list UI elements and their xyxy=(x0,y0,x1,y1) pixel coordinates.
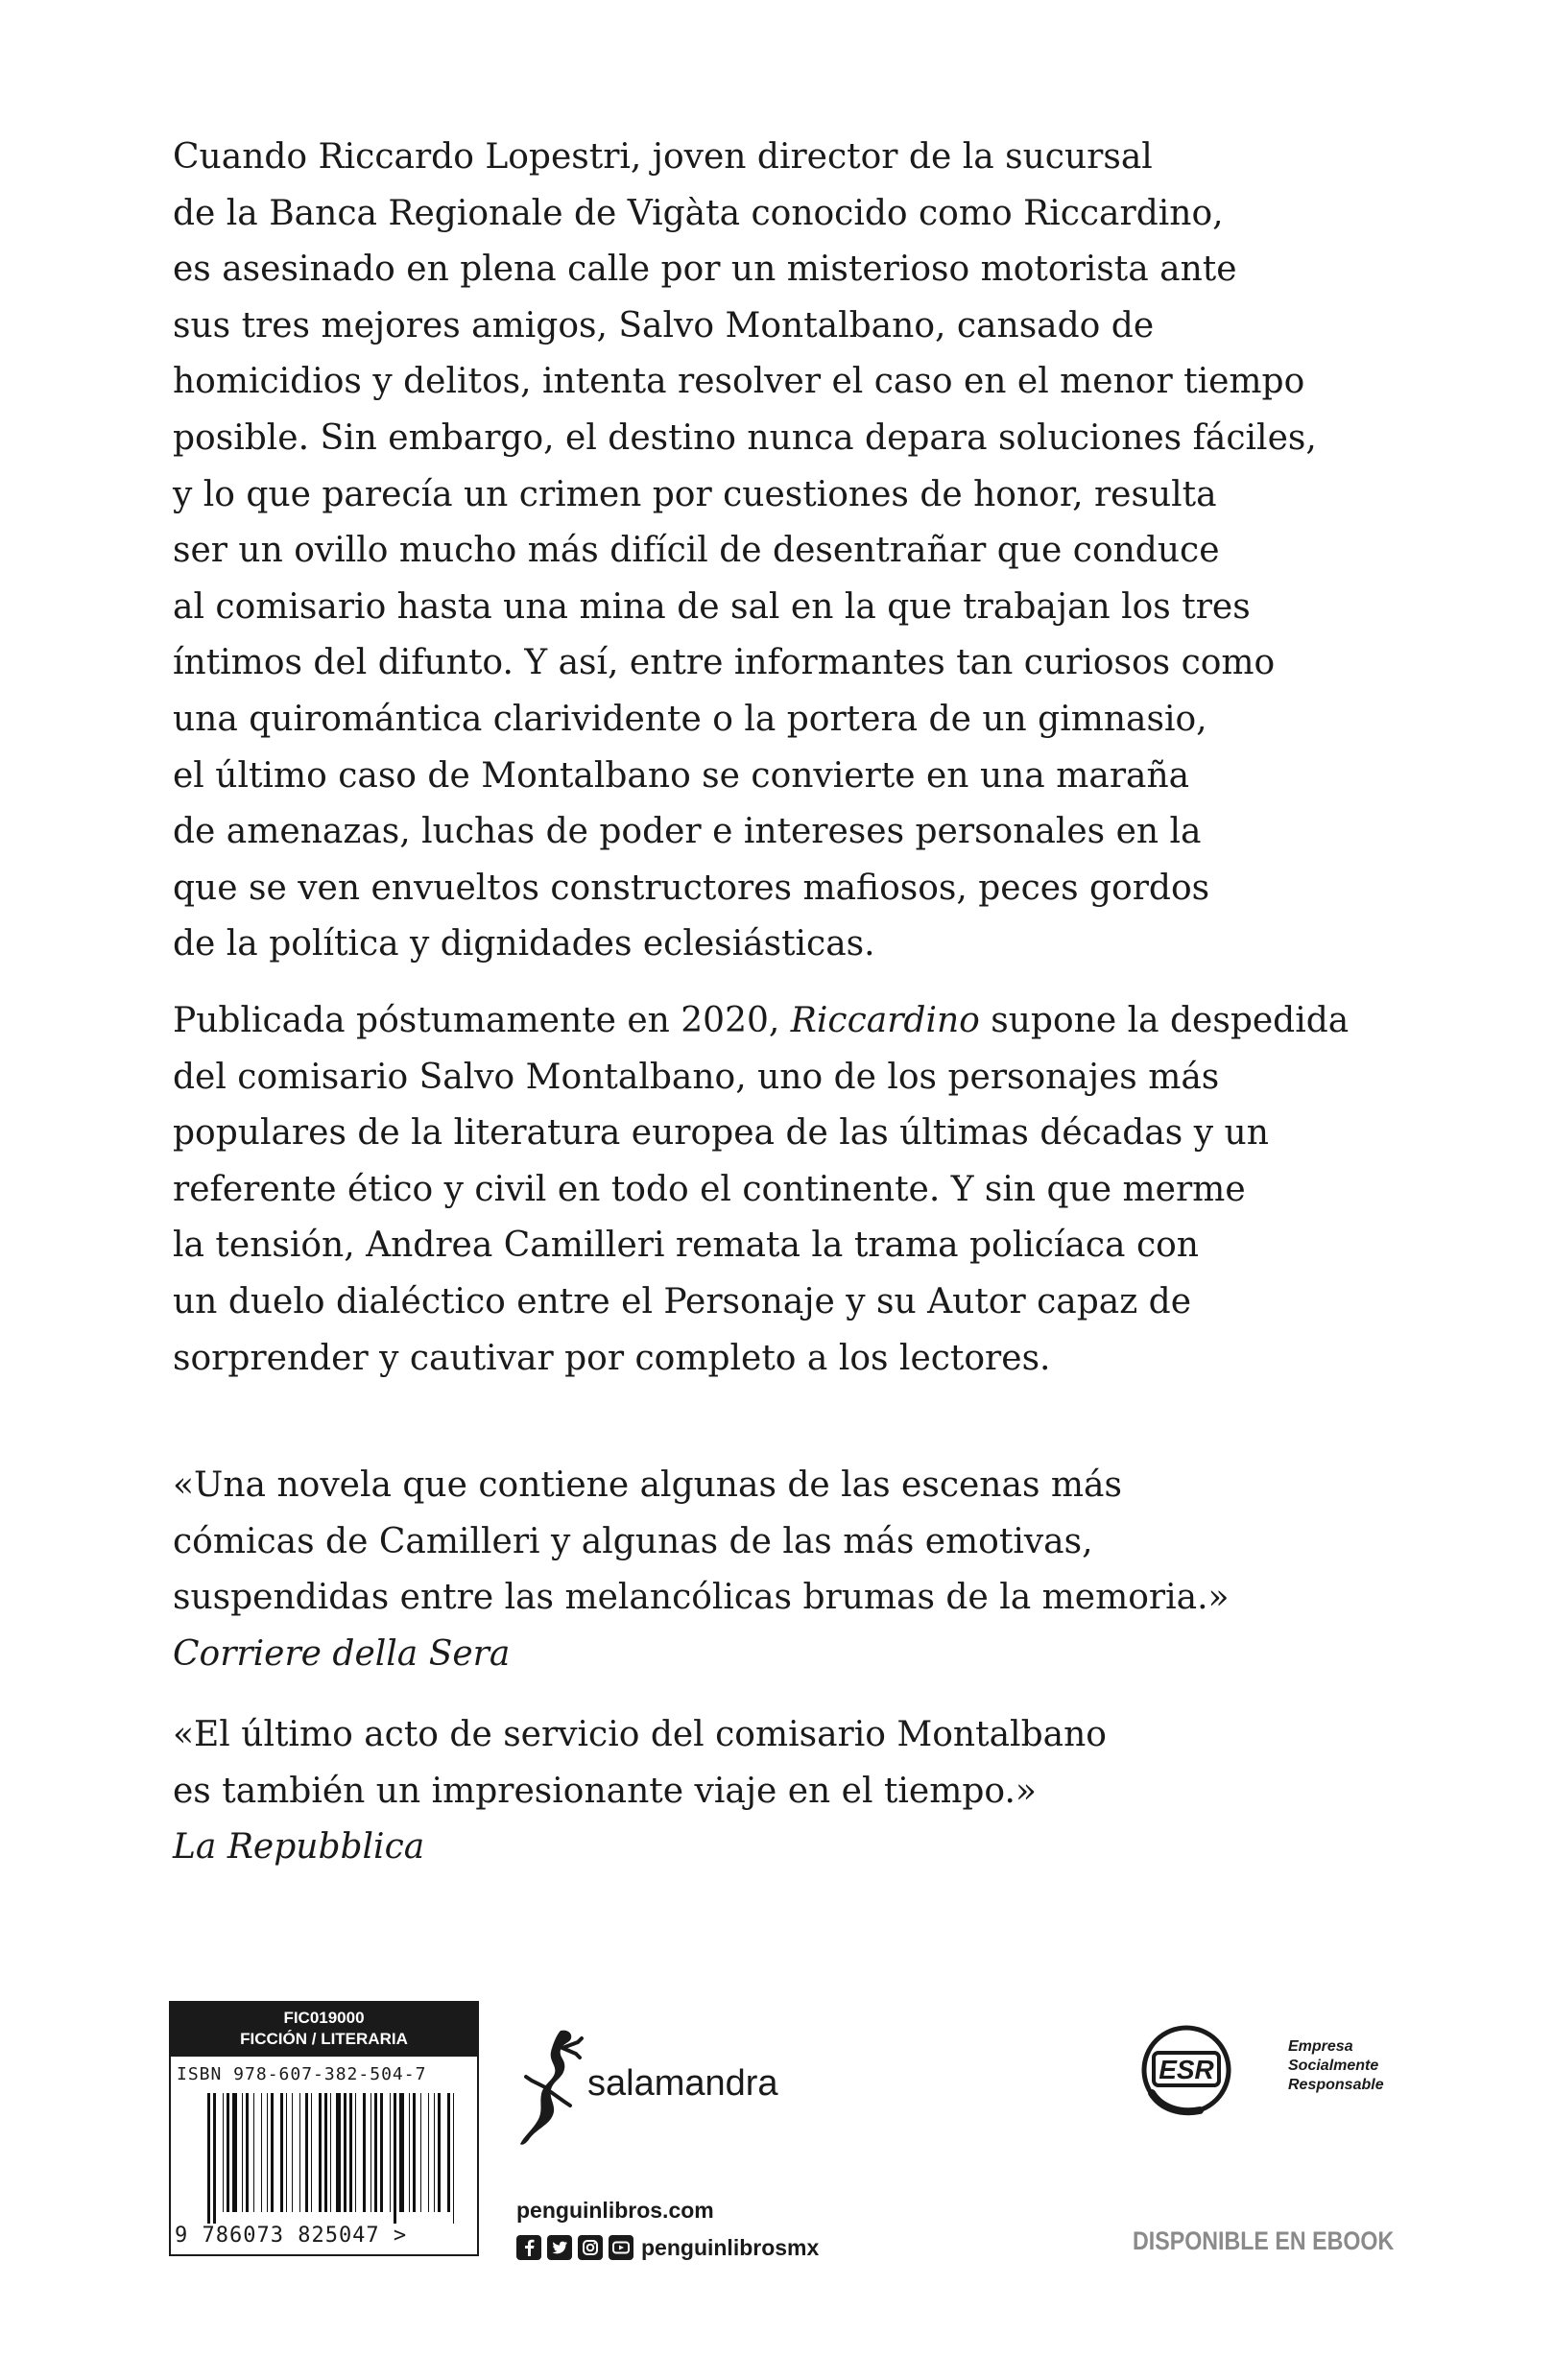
press-quote-2 xyxy=(173,1707,1421,1876)
barcode-bar xyxy=(344,2093,346,2212)
barcode-bar xyxy=(390,2093,391,2212)
text-line: es asesinado en plena calle por un misterioso motorista ante xyxy=(173,250,1237,290)
barcode-bar xyxy=(349,2093,352,2212)
barcode-bar xyxy=(453,2093,454,2224)
text-line: sus tres mejores amigos, Salvo Montalbano, cansado de xyxy=(173,305,1155,345)
text-line: referente ético y civil en todo el continente. Y sin que merme xyxy=(173,1169,1246,1209)
barcode-bar xyxy=(286,2093,287,2212)
barcode-bar xyxy=(246,2093,249,2212)
text-line: la tensión, Andrea Camilleri remata la trama policíaca con xyxy=(173,1226,1199,1266)
esr-line: Socialmente xyxy=(1288,2058,1379,2074)
press-quote-1 xyxy=(173,1458,1421,1682)
barcode-bar xyxy=(330,2093,331,2212)
text-line: de la Banca Regionale de Vigàta conocido como Riccardino, xyxy=(173,193,1224,233)
synopsis-paragraph-1 xyxy=(173,130,1421,973)
barcode-bar xyxy=(227,2093,229,2212)
barcode-bar xyxy=(271,2093,274,2212)
ean-digits: 9 786073 825047 > xyxy=(175,2224,408,2248)
esr-line: Responsable xyxy=(1288,2077,1384,2093)
book-title: Riccardino xyxy=(790,1001,980,1040)
barcode-bar xyxy=(232,2093,237,2212)
twitter-icon[interactable] xyxy=(547,2235,572,2260)
barcode-bar xyxy=(213,2093,216,2224)
barcode-bar xyxy=(242,2093,243,2212)
text-line: el último caso de Montalbano se convierte en una maraña xyxy=(173,755,1190,796)
barcode-bar xyxy=(447,2093,450,2212)
social-links xyxy=(516,2233,819,2262)
quote-line: cómicas de Camilleri y algunas de las más emotivas, xyxy=(173,1521,1093,1561)
barcode-bar xyxy=(267,2093,268,2212)
esr-text xyxy=(1288,2037,1384,2095)
synopsis-paragraph-2 xyxy=(173,993,1421,1387)
barcode-bar xyxy=(253,2093,254,2212)
quote-source: La Repubblica xyxy=(173,1827,425,1868)
barcode-bar xyxy=(207,2093,210,2224)
quote-line: «El último acto de servicio del comisario Montalbano xyxy=(173,1715,1107,1754)
barcode-bar xyxy=(292,2093,293,2212)
barcode-bar xyxy=(311,2093,312,2212)
bisac-code: FIC019000 xyxy=(283,2009,365,2027)
text-line: posible. Sin embargo, el destino nunca depara soluciones fáciles, xyxy=(173,417,1317,458)
barcode-bar xyxy=(261,2093,262,2212)
publisher-website[interactable]: penguinlibros.com xyxy=(516,2198,714,2223)
text-line: Cuando Riccardo Lopestri, joven director de la sucursal xyxy=(173,137,1153,177)
barcode-bar xyxy=(438,2093,441,2212)
barcode-bar xyxy=(223,2093,224,2212)
text-line: y lo que parecía un crimen por cuestiones de honor, resulta xyxy=(173,474,1217,514)
esr-logo-icon xyxy=(1133,2020,1240,2121)
quote-line: es también un impresionante viaje en el tiempo.» xyxy=(173,1771,1037,1811)
barcode-bar xyxy=(420,2093,421,2212)
barcode-bar xyxy=(319,2093,322,2212)
barcode-frame xyxy=(169,2057,479,2256)
text-segment: supone la despedida xyxy=(979,1001,1350,1040)
esr-line: Empresa xyxy=(1288,2038,1353,2055)
quote-line: «Una novela que contiene algunas de las escenas más xyxy=(173,1465,1122,1505)
facebook-icon[interactable] xyxy=(516,2235,541,2260)
quote-line: suspendidas entre las melancólicas brumas de la memoria.» xyxy=(173,1578,1230,1618)
youtube-icon[interactable] xyxy=(609,2235,633,2260)
text-line: de la política y dignidades eclesiásticas. xyxy=(173,924,875,964)
publisher-name: salamandra xyxy=(587,2063,778,2104)
text-line: una quiromántica clarividente o la portera de un gimnasio, xyxy=(173,699,1207,739)
barcode-bar xyxy=(355,2093,356,2212)
text-line: íntimos del difunto. Y así, entre informantes tan curiosos como xyxy=(173,643,1276,683)
barcode-bar xyxy=(305,2093,308,2212)
text-line: homicidios y delitos, intenta resolver el caso en el menor tiempo xyxy=(173,362,1305,402)
text-segment: Publicada póstumamente en 2020, xyxy=(173,1001,791,1040)
barcode-bar xyxy=(374,2093,377,2212)
barcode-bar xyxy=(336,2093,341,2212)
text-line: al comisario hasta una mina de sal en la que trabajan los tres xyxy=(173,586,1251,627)
barcode-bars xyxy=(207,2093,457,2224)
text-line: un duelo dialéctico entre el Personaje y su Autor capaz de xyxy=(173,1281,1191,1321)
text-line: ser un ovillo mucho más difícil de desentrañar que conduce xyxy=(173,531,1220,571)
barcode-bar xyxy=(370,2093,371,2212)
publisher-logo xyxy=(518,2025,835,2150)
barcode-bar xyxy=(324,2093,327,2212)
isbn-label: ISBN 978-607-382-504-7 xyxy=(177,2064,427,2084)
barcode-bar xyxy=(380,2093,383,2212)
instagram-icon[interactable] xyxy=(578,2235,603,2260)
text-line xyxy=(173,993,1421,1050)
bisac-category-box xyxy=(169,2001,479,2057)
esr-certification xyxy=(1133,2020,1421,2126)
barcode-bar xyxy=(413,2093,416,2212)
barcode-bar xyxy=(399,2093,404,2212)
barcode-bar xyxy=(299,2093,300,2212)
text-line: que se ven envueltos constructores mafiosos, peces gordos xyxy=(173,868,1210,908)
text-line: populares de la literatura europea de las últimas décadas y un xyxy=(173,1113,1269,1154)
barcode-bar xyxy=(428,2093,429,2212)
barcode-bar xyxy=(363,2093,366,2212)
salamander-icon xyxy=(518,2025,585,2150)
ebook-notice: DISPONIBLE EN EBOOK xyxy=(1133,2226,1395,2255)
isbn-barcode-block xyxy=(169,2001,479,2256)
barcode-bar xyxy=(394,2093,396,2224)
esr-logo-text: ESR xyxy=(1159,2055,1214,2084)
bisac-category: FICCIÓN / LITERARIA xyxy=(240,2030,408,2048)
quote-source: Corriere della Sera xyxy=(173,1633,511,1674)
social-handle[interactable]: penguinlibrosmx xyxy=(641,2234,820,2260)
barcode-bar xyxy=(409,2093,410,2212)
text-line: sorprender y cautivar por completo a los lectores. xyxy=(173,1338,1051,1378)
text-line: del comisario Salvo Montalbano, uno de los personajes más xyxy=(173,1057,1220,1097)
barcode-bar xyxy=(280,2093,283,2212)
text-line: de amenazas, luchas de poder e intereses personales en la xyxy=(173,812,1202,852)
barcode-bar xyxy=(434,2093,435,2212)
